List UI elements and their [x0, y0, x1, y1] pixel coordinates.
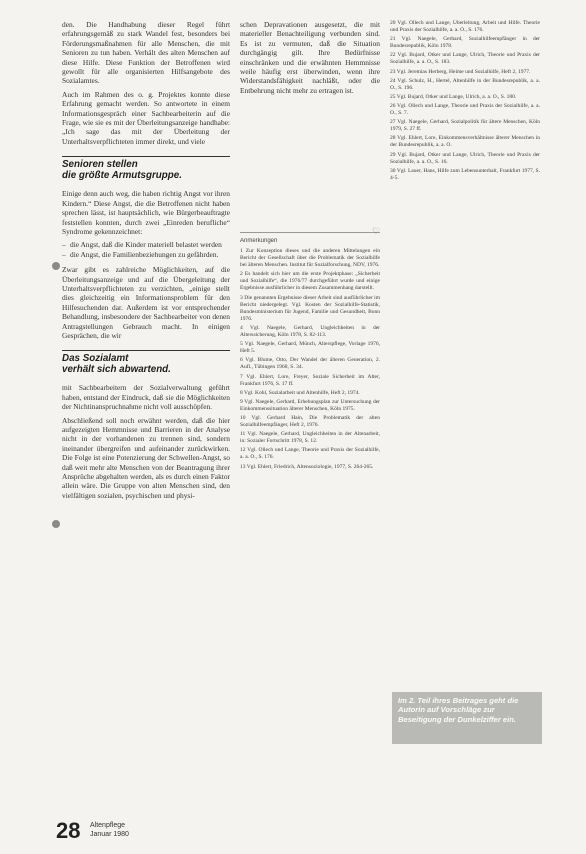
- footnote: 11 Vgl. Naegele, Gerhard, Ungleichheiten in der Altenarbeit, in: Sozialer Fortschritt 1978, S. 12.: [240, 431, 380, 445]
- footnote: 8 Vgl. Kohl, Sozialarbeit und Altenhilfe, Heft 2, 1974.: [240, 389, 360, 396]
- paragraph: Einige denn auch weg, die haben richtig Angst vor ihren Kindern.“ Diese Angst, die die Betroffenen nicht haben sprechen lässt, ist hauptsächlich, wie Bürgerbeauftragte feststellen konnten, durch zwei „Einreden berufliche“ Syndrome gekennzeichnet:: [62, 189, 230, 236]
- margin-mark: ♡: [372, 226, 381, 236]
- footnote: 30 Vgl. Lauer, Hans, Hilfe zum Lebensunterhalt, Frankfurt 1977, S. 4-5.: [390, 167, 540, 181]
- bullet-item: – die Angst, daß die Kinder materiell belastet werden: [62, 240, 230, 249]
- footnote: 5 Vgl. Naegele, Gerhard, Münch, Alterspflege, Vorlage 1976, Heft 5.: [240, 341, 380, 355]
- footnote: 29 Vgl. Bujard, Otker und Lange, Ulrich, Theorie und Praxis der Sozialhilfe, a. a. O., S. 16.: [390, 151, 540, 165]
- footnote: 26 Vgl. Ollech und Lange, Theorie und Praxis der Sozialhilfe, a. a. O., S. 7.: [390, 102, 540, 117]
- footnote: 7 Vgl. Ehlert, Lore, Freyer, Soziale Sicherheit im Alter, Frankfurt 1976, S. 17 ff.: [240, 373, 380, 387]
- bullet-item: – die Angst, die Familienbeziehungen zu gefährden.: [62, 250, 230, 259]
- heading-line: Senioren stellen: [62, 159, 138, 171]
- footnote: 27 Vgl. Naegele, Gerhard, Sozialpolitik für ältere Menschen, Köln 1979, S. 27 ff.: [390, 119, 540, 133]
- paragraph: Zwar gibt es zahlreiche Möglichkeiten, auf die Überleitungsanzeige und auf die Übergeleitung der Unterhaltsverpflichteten zu verzichten, „einige stellt dies gleichzeitig ein Informationsproblem für den Hilfesuchenden dar. Außerdem ist vor entsprechender Behandlung, insbesondere der Sachbearbeiter von denen Antragstellungen Gebrauch macht. In einigen Gesprächen, die wir: [62, 265, 230, 340]
- journal-name: Altenpflege: [90, 822, 126, 829]
- journal-info: [90, 822, 129, 839]
- journal-issue: Januar 1980: [90, 830, 129, 838]
- footnote: 10 Vgl. Gerhard Hain, Die Problematik der alten Sozialhilfeempfänger, Heft 2, 1976.: [240, 414, 380, 429]
- footnote: 6 Vgl. Blume, Otto, Der Wandel der älteren Generation, 2. Aufl., Tübingen 1968, S. 34.: [240, 357, 380, 371]
- punch-hole-top: [52, 262, 60, 270]
- footnote: 3 Die genannten Ergebnisse dieser Arbeit sind ausführlicher im Bericht niedergelegt. Vgl. Kosten der Sozialhilfe-Statistik, Bundesministerium für Jugend, Familie und Gesundheit, Bonn 1976.: [240, 294, 380, 322]
- footnote: 25 Vgl. Bujard, Otker und Lange, Ulrich, a. a. O., S. 180.: [390, 93, 517, 100]
- bullet-list: [62, 240, 230, 259]
- page-number: 28: [56, 818, 81, 843]
- editorial-note-box: [392, 692, 542, 744]
- footnote: 13 Vgl. Ehlert, Friedrich, Altensoziologie, 1977, S. 264-265.: [240, 463, 374, 470]
- paragraph: Auch im Rahmen des o. g. Projektes konnte diese Erfahrung gemacht werden. So antwortete in einem Informationsgespräch einer Sachbearbeiterin auf die Frage, wie sie es mit der Überleitungsanzeige handhabe: „Ich sage das mit der Überleitung der Unterhaltsverpflichteten immer direkt, und viele: [62, 89, 230, 146]
- footnote: 2 Es handelt sich hier um die erste Projektphase: „Sicherheit und Sozialhilfe“, die 1976/77 durchgeführt wurde und einige Ergebnisse ausführlicher in diesem Zusammenhang darstellt.: [240, 271, 380, 292]
- column-right-footnotes: [390, 20, 540, 550]
- footnote: 21 Vgl. Naegele, Gerhard, Sozialhilfeempfänger in der Bundesrepublik, Köln 1978.: [390, 36, 540, 50]
- footnote: 24 Vgl. Schulz, H., Hertel, Altenhilfe in der Bundesrepublik, a. a. O., S. 196.: [390, 77, 540, 91]
- heading-rule: [62, 350, 230, 351]
- column-left: [62, 20, 230, 798]
- footnote: 23 Vgl. Jeremias Herberg, Heime und Sozialhilfe, Heft 2, 1977.: [390, 68, 531, 75]
- heading-rule: [62, 156, 230, 157]
- footnote: 9 Vgl. Naegele, Gerhard, Erhebungsplan zur Untersuchung der Einkommenssituation älterer Menschen, Köln 1975.: [240, 398, 380, 412]
- heading-line: verhält sich abwartend.: [62, 364, 171, 376]
- footnote: 12 Vgl. Ollech und Lange, Theorie und Praxis der Sozialhilfe, a. a. O., S. 176.: [240, 447, 380, 461]
- paragraph: den. Die Handhabung dieser Regel führt erfahrungsgemäß zu stark Wandel fest, besonders bei Förderungsmaßnahmen für alle Menschen, die mit Senioren zu tun haben. Verhält des alten Menschen auf diese Hilfe. Diese Funktion der Betroffenen wird gewollt für alle organisierten Hilfsangebote des Sozialamtes.: [62, 20, 230, 86]
- footnote: 22 Vgl. Bujard, Otker und Lange, Ulrich, Theorie und Praxis der Sozialhilfe, a. a. O., S. 183.: [390, 52, 540, 66]
- footnotes-title: Anmerkungen: [240, 238, 278, 244]
- section-heading-sozialamt: [62, 350, 230, 375]
- paragraph: Abschließend soll noch erwähnt werden, daß die hier aufgezeigten Hemmnisse und Barrieren in der Analyse nicht in der vorhandenen zu trennen sind, sondern ineinander übergreifen und aufeinander zurückwirken. Die Folge ist eine Potenzierung der Schwellen-Angst, so daß weit mehr alte Menschen von der Beantragung ihrer Ansprüche abgehalten werden, als es durch einen Faktor allein wäre. Die Gruppe von alten Menschen sind, den vielfältigen sozialen, psychischen und physi-: [62, 415, 230, 500]
- section-heading-seniors: [62, 156, 230, 181]
- footnote: 1 Zur Konzeption dieses und die anderen Mittelungen ein Bericht der Gesellschaft über die Problematik der Sozialhilfe bei älteren Menschen. Institut für Sozialforschung, NDV, 1976.: [240, 248, 380, 269]
- footnote: 20 Vgl. Ollech und Lange, Überleitung, Arbeit und Hilfe. Theorie und Praxis der Sozialhilfe, a. a. O., S. 176.: [390, 20, 540, 34]
- punch-hole-bottom: [52, 520, 60, 528]
- heading-line: die größte Armutsgruppe.: [62, 170, 182, 182]
- paragraph: mit Sachbearbeitern der Sozialverwaltung geführt haben, entstand der Eindruck, daß sie die Möglichkeiten der Nichtinanspruchnahme nicht voll ausschöpfen.: [62, 383, 230, 412]
- heading-line: Das Sozialamt: [62, 353, 129, 365]
- editorial-note-text: Im 2. Teil ihres Beitrages geht die Autorin auf Vorschläge zur Beseitigung der Dunkelziffer ein.: [398, 696, 519, 724]
- footnote: 28 Vgl. Ehlert, Lore, Einkommensverhältnisse älterer Menschen in der Bundesrepublik, a. a. O.: [390, 135, 540, 149]
- column-middle: [240, 20, 380, 170]
- footnote: 4 Vgl. Naegele, Gerhard, Ungleichheiten in der Alterssicherung, Köln 1978, S. 82-113.: [240, 324, 380, 339]
- paragraph: schen Depravationen ausgesetzt, die mit materieller Benachteiligung verbunden sind. Es ist zu vermuten, daß die Situation durchgängig gilt. Ihre Bedürfnisse einschränken und die erwähnten Hemmnisse weile häufig erst überwinden, wenn ihre Widerstandsfähigkeit nachläßt, oder die Entbehrung nicht mehr zu ertragen ist.: [240, 20, 380, 95]
- footnotes: [240, 238, 380, 828]
- footnote-divider: [240, 232, 380, 233]
